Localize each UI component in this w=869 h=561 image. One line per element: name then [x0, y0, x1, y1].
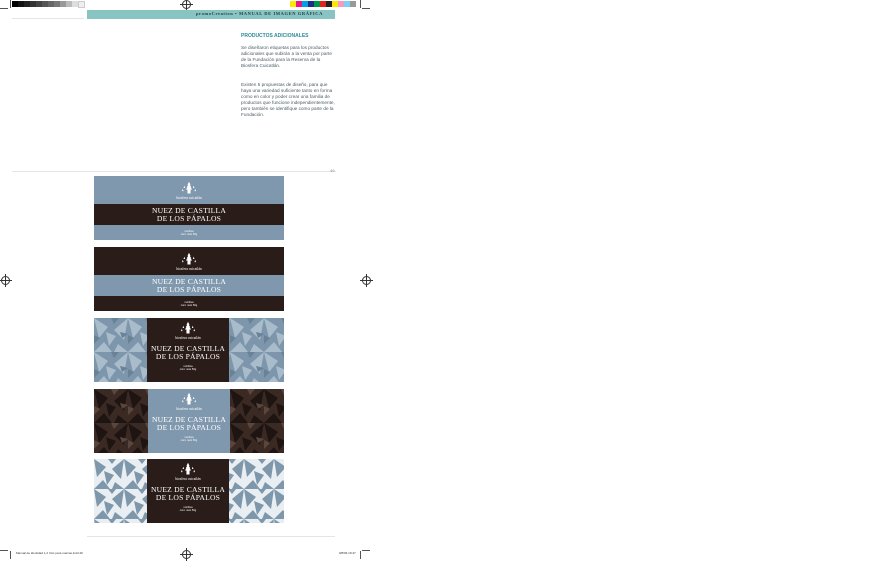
logo-text: biosfera cuicatlán — [176, 195, 202, 200]
product-label-4 — [94, 389, 284, 453]
divider — [12, 171, 336, 172]
product-net-content: cont. neto 50g — [180, 304, 198, 307]
header-title: promoCreation • MANUAL DE IMAGEN GRÁFICA — [195, 11, 323, 16]
product-label-1 — [94, 176, 284, 240]
product-label-2 — [94, 247, 284, 311]
biosfera-logo — [176, 392, 201, 411]
product-label-3 — [94, 318, 284, 382]
product-title-line2: DE LOS PÁPALOS — [156, 213, 222, 223]
logo-text: biosfera cuicatlán — [176, 266, 202, 271]
biosfera-logo — [175, 321, 200, 340]
registration-mark-icon — [182, 550, 191, 559]
biosfera-logo — [176, 181, 201, 200]
product-subtitle: nutritiva — [184, 300, 194, 304]
logo-text: biosfera cuicatlán — [175, 336, 201, 340]
divider — [87, 536, 335, 537]
product-title-line1: NUEZ DE CASTILLA — [151, 276, 227, 286]
product-title-line2: DE LOS PÁPALOS — [156, 423, 222, 432]
product-net-content: cont. neto 50g — [180, 233, 198, 236]
product-subtitle: nutritiva — [183, 365, 193, 368]
footer-date: 9/8/09 19:47 — [339, 551, 356, 555]
section-paragraph-1: Se diseñaron etiquetas para los productos adicionales que subirán a la venta por parte de la Fundación para la Reserva de la Biosfera Cuicatlán. — [241, 45, 332, 68]
product-title-line2: DE LOS PÁPALOS — [155, 493, 221, 502]
section-heading: PRODUCTOS ADICIONALES — [241, 33, 309, 39]
tree-logo-icon — [181, 252, 197, 266]
logo-text: biosfera cuicatlán — [175, 477, 201, 481]
product-title-line1: NUEZ DE CASTILLA — [151, 415, 227, 424]
registration-mark-icon — [182, 0, 191, 9]
product-title-line2: DE LOS PÁPALOS — [155, 352, 221, 361]
logo-text: biosfera cuicatlán — [176, 407, 202, 411]
divider — [12, 18, 84, 19]
registration-mark-icon — [362, 276, 371, 285]
product-net-content: cont. neto 50g — [179, 509, 197, 513]
product-net-content: cont. neto 50g — [179, 368, 197, 372]
page-number: 49 — [330, 168, 335, 173]
tree-logo-icon — [180, 321, 196, 335]
product-title-line1: NUEZ DE CASTILLA — [151, 205, 227, 215]
tree-logo-icon — [181, 392, 197, 406]
product-net-content: cont. neto 50g — [180, 439, 198, 443]
product-label-5 — [94, 459, 284, 523]
header-bar — [87, 10, 335, 19]
product-subtitle: nutritiva — [184, 229, 194, 233]
registration-mark-icon — [1, 276, 10, 285]
tree-logo-icon — [181, 181, 197, 195]
tree-logo-icon — [180, 462, 196, 476]
biosfera-logo — [175, 462, 200, 481]
section-paragraph-2: Existen 5 propuestas de diseño, para que haya una variedad suficiente tanto en forma como en color y poder crear una familia de productos que funcione independientemente, pero también se identifique como parte de la Fundación. — [241, 82, 335, 117]
product-subtitle: nutritiva — [184, 436, 194, 439]
product-subtitle: nutritiva — [183, 506, 193, 509]
product-title-line2: DE LOS PÁPALOS — [156, 284, 222, 294]
biosfera-logo — [176, 252, 201, 271]
product-title-line1: NUEZ DE CASTILLA — [150, 344, 226, 353]
product-title-line1: NUEZ DE CASTILLA — [150, 485, 226, 494]
footer-file-info: Manual de identidad 1,2 CAc para marcas.indd 49 — [16, 551, 83, 555]
